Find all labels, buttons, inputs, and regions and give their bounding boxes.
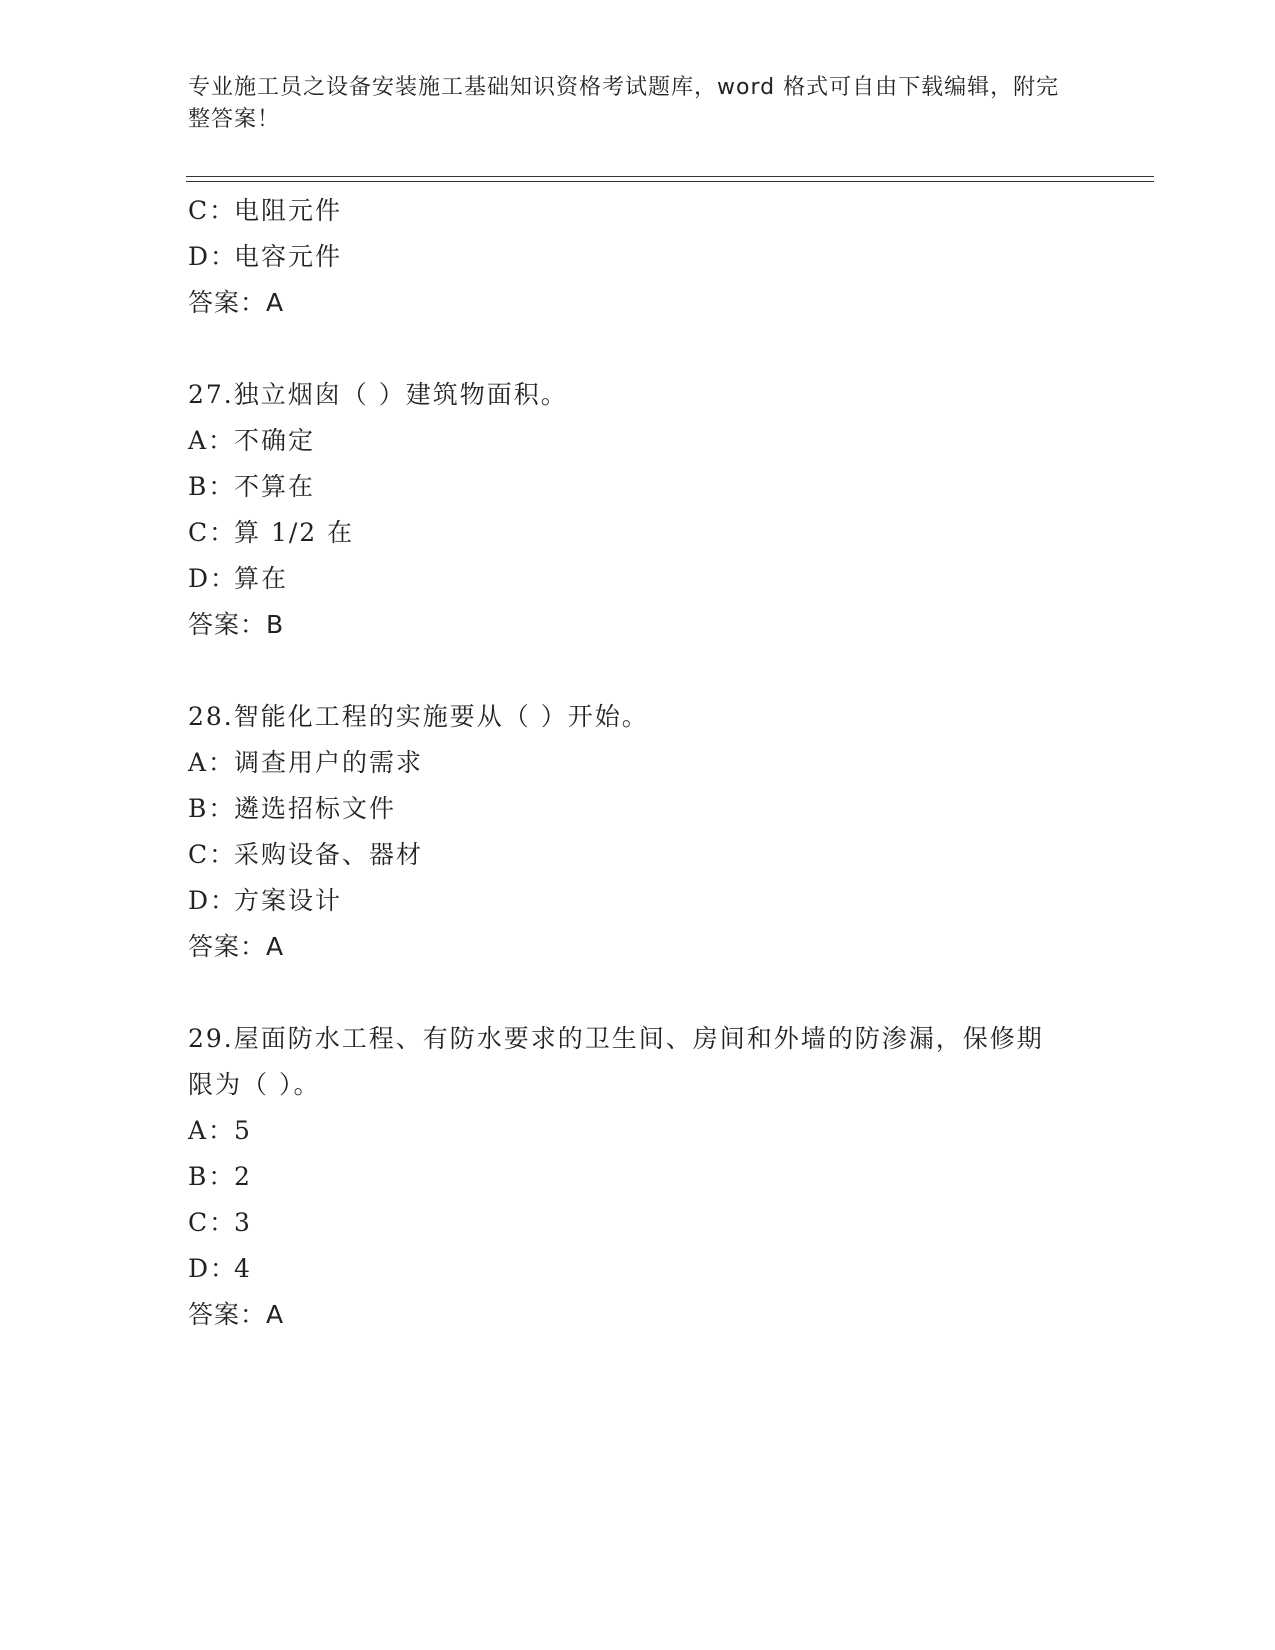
option-b [188, 464, 1088, 510]
option-text: 5 [234, 1116, 252, 1145]
option-letter: B： [188, 472, 236, 501]
header-divider-top [186, 176, 1154, 177]
document-header [188, 72, 1068, 136]
question-stem: 29.屋面防水工程、有防水要求的卫生间、房间和外墙的防渗漏，保修期限为（ ）。 [188, 1024, 1044, 1099]
option-text: 电阻元件 [234, 196, 343, 225]
spacer [188, 326, 1088, 372]
option-text: 4 [234, 1254, 252, 1283]
answer-line: 答案：A [188, 932, 285, 961]
option-letter: D： [188, 564, 238, 593]
option-b [188, 786, 1088, 832]
option-letter: C： [188, 1208, 237, 1237]
spacer [188, 970, 1088, 1016]
option-a [188, 740, 1088, 786]
option-letter: B： [188, 1162, 236, 1191]
option-c [188, 188, 1088, 234]
option-d [188, 556, 1088, 602]
option-letter: A： [188, 748, 236, 777]
question-stem: 27.独立烟囱（ ）建筑物面积。 [188, 380, 568, 409]
answer-line: 答案：A [188, 1300, 285, 1329]
option-letter: B： [188, 794, 236, 823]
option-text: 算在 [234, 564, 289, 593]
option-text: 不确定 [234, 426, 316, 455]
option-letter: D： [188, 886, 238, 915]
option-text: 2 [234, 1162, 252, 1191]
question-28 [188, 694, 1088, 970]
question-list [188, 188, 1088, 1338]
answer-line: 答案：B [188, 610, 285, 639]
option-a [188, 1108, 1088, 1154]
question-stem: 28.智能化工程的实施要从（ ）开始。 [188, 702, 649, 731]
option-letter: C： [188, 518, 237, 547]
option-letter: C： [188, 196, 237, 225]
option-letter: A： [188, 1116, 236, 1145]
option-text: 采购设备、器材 [234, 840, 424, 869]
option-letter: C： [188, 840, 237, 869]
option-letter: D： [188, 1254, 238, 1283]
option-d [188, 1246, 1088, 1292]
question-29 [188, 1016, 1088, 1338]
option-letter: D： [188, 242, 238, 271]
header-divider-bottom [186, 181, 1154, 182]
option-text: 算 1/2 在 [234, 518, 355, 547]
option-b [188, 1154, 1088, 1200]
option-d [188, 878, 1088, 924]
option-text: 3 [234, 1208, 252, 1237]
option-text: 遴选招标文件 [234, 794, 397, 823]
option-a [188, 418, 1088, 464]
option-c [188, 1200, 1088, 1246]
option-text: 不算在 [234, 472, 316, 501]
question-27 [188, 372, 1088, 648]
option-d [188, 234, 1088, 280]
option-c [188, 510, 1088, 556]
option-text: 调查用户的需求 [234, 748, 424, 777]
option-c [188, 832, 1088, 878]
header-text: 专业施工员之设备安装施工基础知识资格考试题库，word 格式可自由下载编辑，附完整答案！ [188, 75, 1060, 132]
question-continuation [188, 188, 1088, 326]
option-text: 方案设计 [234, 886, 343, 915]
answer-line: 答案：A [188, 288, 285, 317]
option-letter: A： [188, 426, 236, 455]
option-text: 电容元件 [234, 242, 343, 271]
spacer [188, 648, 1088, 694]
